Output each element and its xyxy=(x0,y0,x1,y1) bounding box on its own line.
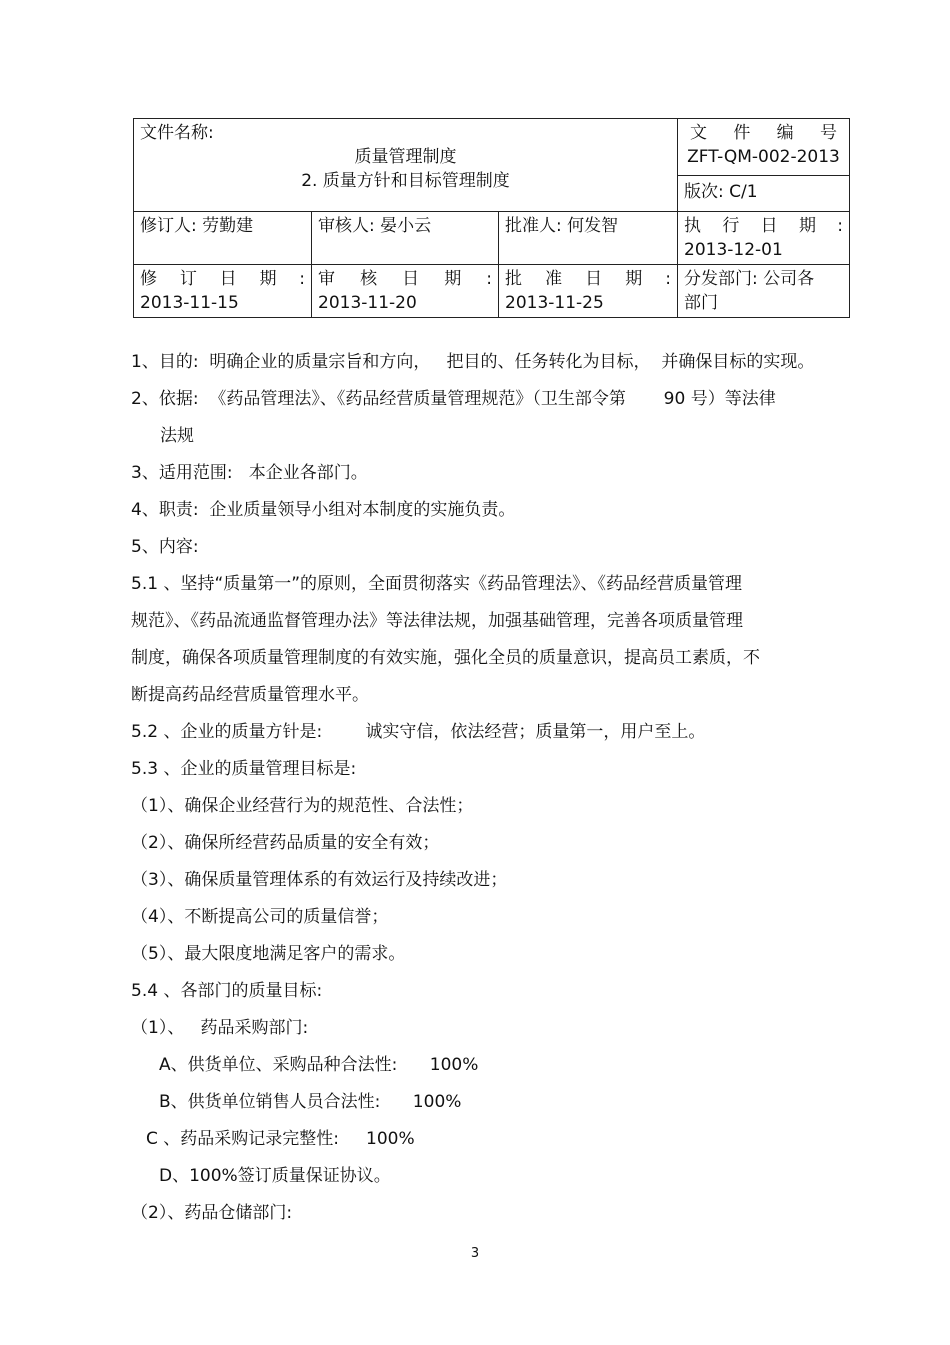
file-name-label: 文件名称: xyxy=(140,123,214,143)
revise-date-value: 2013-11-15 xyxy=(140,293,239,313)
exec-date-label: 执 行 日 期 : xyxy=(684,216,843,236)
doc-number-label: 文 件 编 号 xyxy=(690,123,837,143)
approve-date-cell xyxy=(499,265,678,318)
dept-item-2: （2）、药品仓储部门: xyxy=(131,1203,293,1223)
version-cell xyxy=(678,175,850,211)
reviser-cell xyxy=(134,212,312,265)
revise-date-label: 修 订 日 期 : xyxy=(140,269,305,289)
reviewer-text: 审核人: 晏小云 xyxy=(318,216,432,236)
goal-item-2: （2）、确保所经营药品质量的安全有效； xyxy=(131,833,440,853)
page-number: 3 xyxy=(470,1246,480,1261)
distribution-line1: 分发部门: 公司各 xyxy=(684,269,815,289)
dept-goal-b: B、供货单位销售人员合法性: 100% xyxy=(159,1092,462,1112)
paragraph-5-3: 5.3 、企业的质量管理目标是: xyxy=(131,759,357,779)
reviser-text: 修订人: 劳勤建 xyxy=(140,216,254,236)
version-text: 版次: C/1 xyxy=(684,181,758,202)
paragraph-5-1-line1: 5.1 、坚持“质量第一”的原则，全面贯彻落实《药品管理法》、《药品经营质量管理 xyxy=(131,574,743,594)
review-date-label: 审 核 日 期 : xyxy=(318,269,492,289)
revise-date-cell xyxy=(134,265,312,318)
dept-goal-d: D、100%签订质量保证协议。 xyxy=(159,1166,391,1186)
goal-item-3: （3）、确保质量管理体系的有效运行及持续改进； xyxy=(131,870,508,890)
paragraph-5-2: 5.2 、企业的质量方针是: 诚实守信，依法经营；质量第一，用户至上。 xyxy=(131,722,706,742)
approve-date-value: 2013-11-25 xyxy=(505,293,604,313)
section-purpose: 1、目的: 明确企业的质量宗旨和方向， 把目的、任务转化为目标， 并确保目标的实现。 xyxy=(131,352,815,372)
dept-goal-c: C 、药品采购记录完整性: 100% xyxy=(146,1129,415,1149)
paragraph-5-1-line2: 规范》、《药品流通监督管理办法》等法律法规，加强基础管理，完善各项质量管理 xyxy=(131,611,743,631)
approver-text: 批准人: 何发智 xyxy=(505,216,619,236)
document-body xyxy=(131,344,843,1232)
paragraph-5-1-line4: 断提高药品经营质量管理水平。 xyxy=(131,685,369,705)
doc-title-line2: 2. 质量方针和目标管理制度 xyxy=(301,171,510,191)
goal-item-4: （4）、不断提高公司的质量信誉； xyxy=(131,907,389,927)
section-content: 5、内容: xyxy=(131,537,199,557)
section-basis-cont: 法规 xyxy=(160,426,194,446)
doc-title-line1: 质量管理制度 xyxy=(354,147,457,167)
review-date-cell xyxy=(312,265,499,318)
title-cell xyxy=(134,119,678,212)
dept-item-1: （1）、 药品采购部门: xyxy=(131,1018,309,1038)
approve-date-label: 批 准 日 期 : xyxy=(505,269,671,289)
section-duties: 4、职责: 企业质量领导小组对本制度的实施负责。 xyxy=(131,500,516,520)
paragraph-5-1-line3: 制度，确保各项质量管理制度的有效实施，强化全员的质量意识，提高员工素质，不 xyxy=(131,648,760,668)
goal-item-1: （1）、确保企业经营行为的规范性、合法性； xyxy=(131,796,474,816)
dept-goal-a: A、供货单位、采购品种合法性: 100% xyxy=(159,1055,479,1075)
exec-date-cell xyxy=(678,212,850,265)
exec-date-value: 2013-12-01 xyxy=(684,240,783,260)
section-basis: 2、依据: 《药品管理法》、《药品经营质量管理规范》（卫生部令第 90 号）等法律 xyxy=(131,389,776,409)
reviewer-cell xyxy=(312,212,499,265)
goal-item-5: （5）、最大限度地满足客户的需求。 xyxy=(131,944,406,964)
distribution-line2: 部门 xyxy=(684,293,718,313)
document-header-table xyxy=(133,118,850,318)
doc-number-value: ZFT-QM-002-2013 xyxy=(687,147,840,167)
doc-number-cell xyxy=(678,119,850,176)
paragraph-5-4: 5.4 、各部门的质量目标: xyxy=(131,981,323,1001)
approver-cell xyxy=(499,212,678,265)
distribution-cell xyxy=(678,265,850,318)
review-date-value: 2013-11-20 xyxy=(318,293,417,313)
section-scope: 3、适用范围: 本企业各部门。 xyxy=(131,463,368,483)
